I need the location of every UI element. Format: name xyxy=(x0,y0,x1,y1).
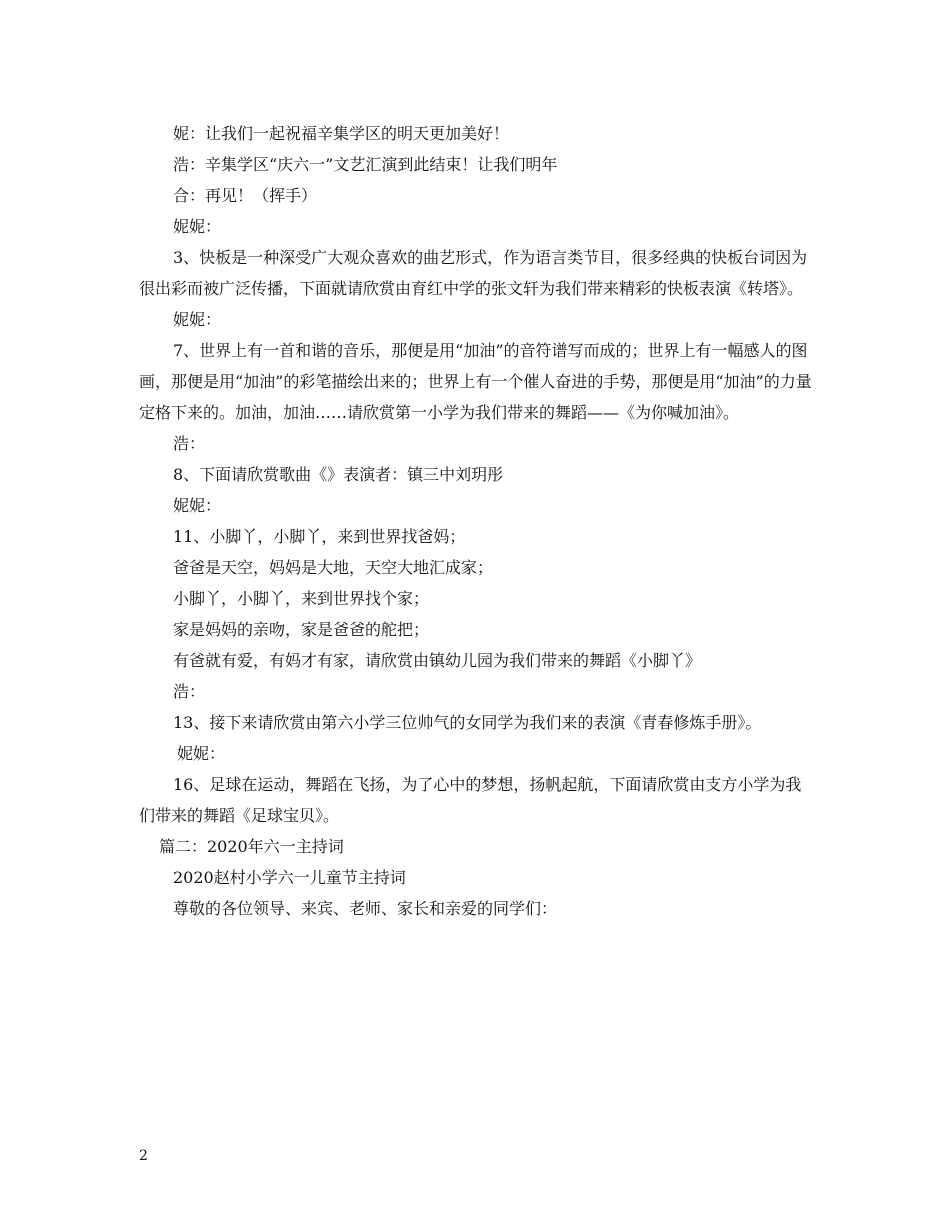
speaker-label: 妮妮： xyxy=(173,496,222,515)
document-title: 2020赵村小学六一儿童节主持词 xyxy=(173,868,406,887)
paragraph-17: 13、接下来请欣赏由第六小学三位帅气的女同学为我们来的表演《青春修炼手册》。 xyxy=(173,713,762,732)
section-heading: 篇二：2020年六一主持词 xyxy=(159,837,344,856)
paragraph-5: 3、快板是一种深受广大观众喜欢的曲艺形式，作为语言类节目，很多经典的快板台词因为很出彩而被广泛传播，下面就请欣赏由育红中学的张文轩为我们带来精彩的快板表演《转塔》。 xyxy=(139,248,808,298)
speaker-label: 妮妮： xyxy=(173,310,222,329)
page-body xyxy=(139,118,814,924)
paragraph-14: 家是妈妈的亲吻，家是爸爸的舵把； xyxy=(173,620,430,639)
paragraph-19: 16、足球在运动，舞蹈在飞扬，为了心中的梦想，扬帆起航，下面请欣赏由支方小学为我们带来的舞蹈《足球宝贝》。 xyxy=(139,775,802,825)
paragraph-1: 妮：让我们一起祝福辛集学区的明天更加美好！ xyxy=(173,124,510,143)
paragraph-11: 11、小脚丫，小脚丫，来到世界找爸妈； xyxy=(173,527,466,546)
paragraph-12: 爸爸是天空，妈妈是大地，天空大地汇成家； xyxy=(173,558,494,577)
paragraph-7: 7、世界上有一首和谐的音乐，那便是用“加油”的音符谱写而成的；世界上有一幅感人的图画，那便是用“加油”的彩笔描绘出来的；世界上有一个催人奋进的手势，那便是用“加油”的力量定格下来的。加油，加油……请欣赏第一小学为我们带来的舞蹈——《为你喊加油》。 xyxy=(139,341,812,422)
paragraph-13: 小脚丫，小脚丫，来到世界找个家； xyxy=(173,589,430,608)
speaker-label: 妮妮： xyxy=(177,744,226,763)
page-number: 2 xyxy=(139,1148,148,1164)
paragraph-3: 合：再见！（挥手） xyxy=(173,186,318,205)
paragraph-9: 8、下面请欣赏歌曲《》表演者：镇三中刘玥彤 xyxy=(173,465,504,484)
paragraph-15: 有爸就有爱，有妈才有家，请欣赏由镇幼儿园为我们带来的舞蹈《小脚丫》 xyxy=(173,651,702,670)
speaker-label: 浩： xyxy=(173,682,206,701)
speaker-label: 浩： xyxy=(173,434,206,453)
salutation: 尊敬的各位领导、来宾、老师、家长和亲爱的同学们： xyxy=(173,899,558,918)
speaker-label: 妮妮： xyxy=(173,217,222,236)
paragraph-2: 浩：辛集学区“庆六一”文艺汇演到此结束！让我们明年 xyxy=(173,155,558,174)
